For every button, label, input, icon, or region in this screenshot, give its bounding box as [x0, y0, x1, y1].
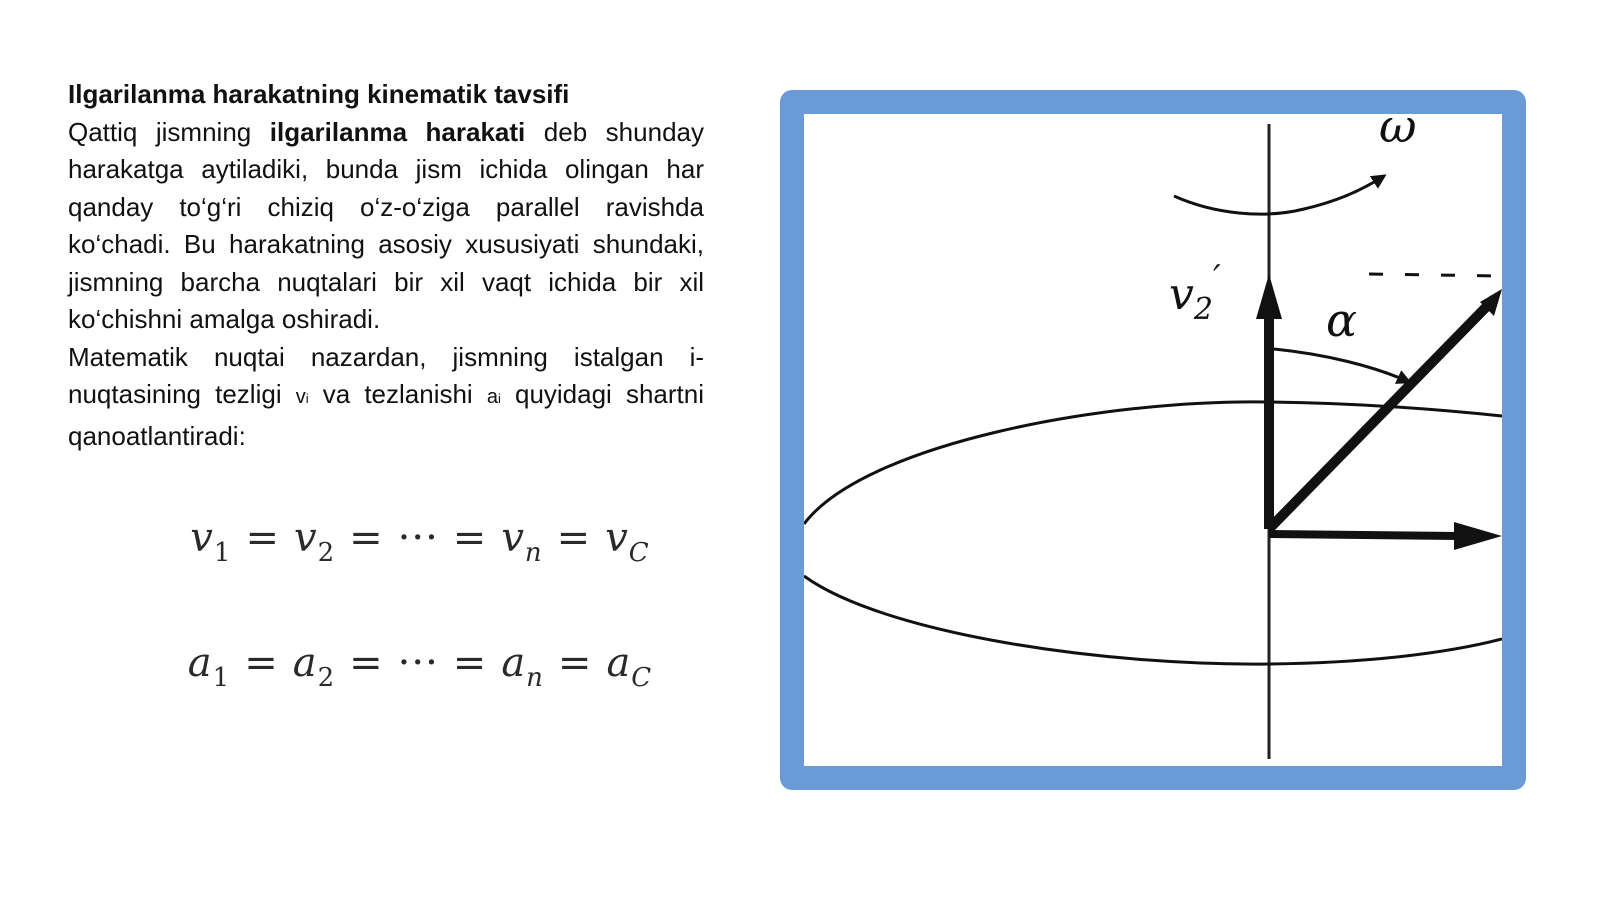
v-sub-2: 2 [317, 538, 336, 568]
a-sub-n: n [526, 663, 544, 693]
a-sub-c: C [631, 663, 653, 693]
diagram-svg [804, 114, 1502, 766]
velocity-label: $v_2'$ [1169, 258, 1221, 327]
a-symbol-1: a [187, 640, 213, 686]
rotation-arrow [1174, 176, 1384, 214]
figure-frame [780, 90, 1526, 790]
v-symbol-2: v [293, 515, 318, 561]
term-translational-motion: ilgarilanma harakati [269, 116, 526, 147]
paragraph-definition [68, 114, 704, 339]
a-sub-1: 1 [212, 663, 231, 693]
v-sub-c: C [628, 538, 650, 568]
acceleration-equation [0, 640, 840, 693]
equals-sign: = [245, 515, 280, 561]
equals-sign: = [556, 515, 592, 561]
a-symbol-n: a [501, 640, 527, 686]
acceleration-symbol: a [486, 386, 498, 408]
paragraph-definition-post: deb shunday harakatga aytiladiki, bunda jism ichida olingan har qanday to‘g‘ri chiziq o‘z-o‘ziga parallel ravishda ko‘chadi. Bu harakatning asosiy xususiyati shundaki, jismning barcha nuqtalari bir xil vaqt ichida bir xil ko‘chishni amalga oshiradi. [68, 116, 704, 334]
a-sub-2: 2 [317, 663, 336, 693]
paragraph-condition [68, 339, 704, 456]
paragraph-condition-part1: Matematik nuqtai nazardan, jismning istalgan i-nuqtasining tezligi [68, 341, 704, 409]
equals-sign: = [557, 640, 593, 686]
velocity-arrowhead [1256, 274, 1282, 319]
equals-sign: = [452, 515, 488, 561]
v-symbol-1: v [190, 515, 214, 561]
slide-heading: Ilgarilanma harakatning kinematik tavsifi [68, 79, 570, 109]
a-symbol-2: a [292, 640, 318, 686]
v-sub-n: n [524, 538, 543, 568]
paragraph-condition-part2: va tezlanishi [308, 379, 487, 409]
equals-sign: = [349, 640, 384, 686]
equals-sign: = [349, 515, 384, 561]
ellipsis: ··· [397, 640, 439, 686]
angle-arc [1274, 349, 1409, 382]
horizontal-vector [1269, 534, 1459, 536]
paragraph-condition-part3: quyidagi shartni qanoatlantiradi: [68, 379, 704, 451]
v-sub-1: 1 [213, 538, 232, 568]
omega-label: ω [1379, 114, 1417, 153]
ellipsis: ··· [397, 515, 439, 561]
acceleration-index: i [497, 391, 501, 406]
text-block [68, 76, 704, 455]
velocity-index: i [305, 391, 309, 406]
v-symbol-n: v [501, 515, 525, 561]
equals-sign: = [244, 640, 279, 686]
velocity-symbol: v [295, 386, 306, 408]
alpha-label: α [1326, 293, 1358, 347]
ellipse-bottom-arc [804, 576, 1502, 664]
v-symbol-c: v [605, 515, 629, 561]
paragraph-definition-pre: Qattiq jismning [68, 116, 270, 147]
horizontal-arrowhead [1454, 522, 1502, 550]
diagonal-vector [1269, 299, 1494, 529]
equals-sign: = [452, 640, 488, 686]
a-symbol-c: a [606, 640, 632, 686]
rotation-diagram [804, 114, 1502, 766]
velocity-equation [0, 515, 840, 568]
dashed-reference-line [1369, 274, 1502, 276]
ellipse-top-arc [804, 402, 1502, 524]
